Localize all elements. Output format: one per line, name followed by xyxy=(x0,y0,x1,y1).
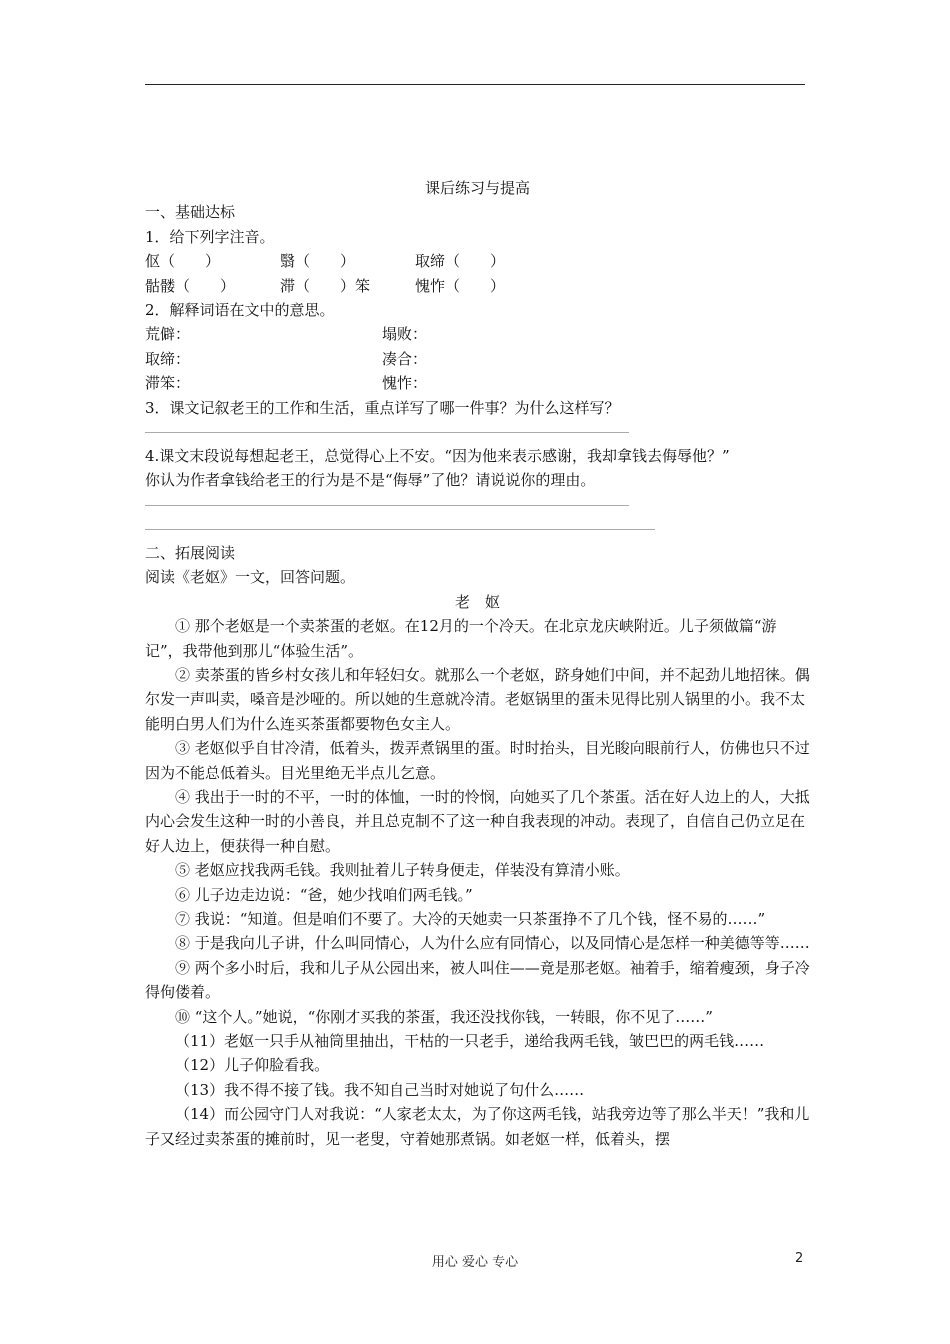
article-paragraph: ④ 我出于一时的不平，一时的体恤，一时的怜悯，向她买了几个茶蛋。活在好人边上的人，大抵内心会发生这种一时的小善良，并且总克制不了这一种自我表现的冲动。表现了，自信自己仍立足在好人边上，便获得一种自慰。 xyxy=(145,787,810,855)
article-paragraph: （11）老妪一只手从袖筒里抽出，干枯的一只老手，递给我两毛钱，皱巴巴的两毛钱…… xyxy=(175,1032,765,1050)
article-paragraph: ⑧ 于是我向儿子讲，什么叫同情心，人为什么应有同情心，以及同情心是怎样一种美德等等…… xyxy=(175,934,810,953)
section1-heading: 一、基础达标 xyxy=(145,203,236,222)
q1-item: 翳（ ） xyxy=(280,252,356,271)
article-paragraph: ⑤ 老妪应找我两毛钱。我则扯着儿子转身便走，佯装没有算清小账。 xyxy=(175,861,630,880)
article-paragraph: ⑦ 我说：“知道。但是咱们不要了。大冷的天她卖一只茶蛋挣不了几个钱，怪不易的……” xyxy=(175,909,766,928)
article-paragraph: （14）而公园守门人对我说：“人家老太太，为了你这两毛钱，站我旁边等了那么半天！”我和儿子又经过卖茶蛋的摊前时，见一老叟，守着她那煮锅。如老妪一样，低着头，摆 xyxy=(145,1105,810,1148)
article-paragraph: ⑨ 两个多小时后，我和儿子从公园出来，被人叫住——竟是那老妪。袖着手，缩着瘦颈，身子冷得佝偻着。 xyxy=(145,958,810,1002)
q2-row-1 xyxy=(145,322,810,346)
answer-line xyxy=(145,493,810,517)
q2-term: 愧怍： xyxy=(382,374,428,393)
footer-text: 用心 爱心 专心 xyxy=(431,1255,519,1270)
q2-term: 塌败： xyxy=(382,325,428,344)
q4-line-2: 你认为作者拿钱给老王的行为是不是“侮辱”了他？请说说你的理由。 xyxy=(145,471,596,490)
article-paragraph: ⑥ 儿子边走边说：“爸，她少找咱们两毛钱。” xyxy=(175,885,473,904)
q1-item: 骷髅（ ） xyxy=(145,276,236,295)
article-paragraph: ③ 老妪似乎自甘冷清，低着头，拨弄煮锅里的蛋。时时抬头，目光睃向眼前行人，仿佛也只不过因为不能总低着头。目光里绝无半点儿乞意。 xyxy=(145,739,810,782)
article-paragraph: ⑩ “这个人。”她说，“你刚才买我的茶蛋，我还没找你钱，一转眼，你不见了……” xyxy=(175,1007,713,1026)
q4-line-1: 4.课文末段说每想起老王，总觉得心上不安。“因为他来表示感谢，我却拿钱去侮辱他？” xyxy=(145,447,730,466)
q1-item: 愧怍（ ） xyxy=(415,276,506,295)
page-number: 2 xyxy=(795,1251,804,1266)
q2-term: 滞笨： xyxy=(145,374,191,393)
q2-prompt: 2．解释词语在文中的意思。 xyxy=(145,301,335,320)
q1-row-1 xyxy=(145,249,810,273)
document-body xyxy=(145,176,810,1151)
section2-heading: 二、拓展阅读 xyxy=(145,543,236,562)
q2-row-3 xyxy=(145,371,810,395)
page-title: 课后练习与提高 xyxy=(424,179,530,197)
q2-term: 荒僻： xyxy=(145,325,191,344)
header-rule xyxy=(145,84,805,85)
reading-intro: 阅读《老妪》一文，回答问题。 xyxy=(145,568,356,587)
q1-row-2 xyxy=(145,274,810,298)
q3-prompt: 3．课文记叙老王的工作和生活，重点详写了哪一件事？为什么这样写？ xyxy=(145,398,620,417)
article-paragraph: （13）我不得不接了钱。我不知自己当时对她说了句什么…… xyxy=(175,1080,585,1099)
q1-prompt: 1．给下列字注音。 xyxy=(145,227,275,246)
q2-term: 取缔： xyxy=(145,349,191,368)
answer-line xyxy=(145,420,810,444)
q2-term: 凑合： xyxy=(382,349,428,368)
article-title: 老 妪 xyxy=(454,592,500,611)
q1-item: 取缔（ ） xyxy=(415,252,506,271)
article-paragraph: ② 卖茶蛋的皆乡村女孩儿和年轻妇女。就那么一个老妪，跻身她们中间，并不起劲儿地招徕。偶尔发一声叫卖，嗓音是沙哑的。所以她的生意就冷清。老妪锅里的蛋未见得比别人锅里的小。我不太能明白男人们为什么连买茶蛋都要物色女主人。 xyxy=(145,665,810,733)
q1-item: 滞（ ）笨 xyxy=(280,276,371,295)
q2-row-2 xyxy=(145,347,810,371)
article-paragraph: （12）儿子仰脸看我。 xyxy=(175,1056,330,1075)
article-paragraph: ① 那个老妪是一个卖茶蛋的老妪。在12月的一个冷天。在北京龙庆峡附近。儿子须做篇“游记”，我带他到那儿“体验生活”。 xyxy=(145,617,777,660)
answer-line xyxy=(145,517,810,541)
q1-item: 伛（ ） xyxy=(145,252,221,271)
